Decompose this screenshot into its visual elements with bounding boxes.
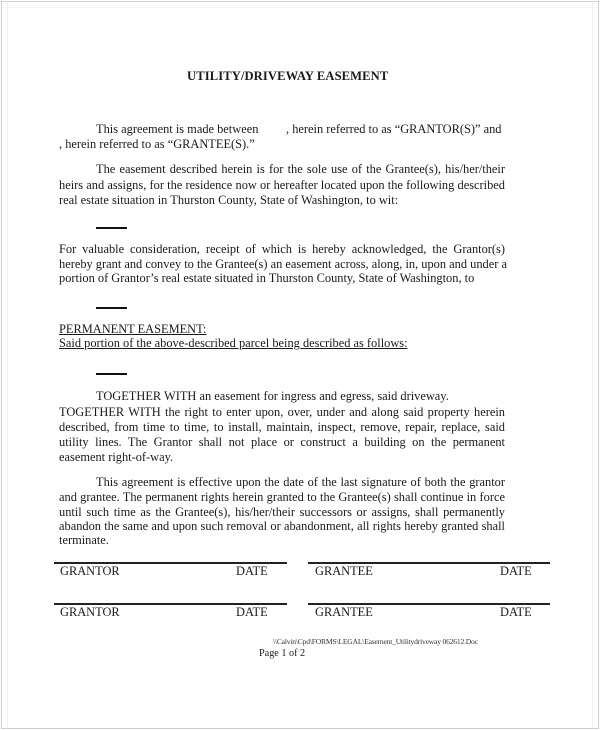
para-together-line: TOGETHER WITH the right to enter upon, over, under and along said property herein [59, 405, 505, 419]
para-use-line: real estate situation in Thurston County, State of Washington, to wit: [59, 193, 399, 207]
intro-line-2: , herein referred to as “GRANTEE(S).” [59, 137, 255, 151]
intro-line-1b: , herein referred to as “GRANTOR(S)” and [286, 122, 502, 136]
para-consideration-line: portion of Grantor’s real estate situated in Thurston County, State of Washington, to [59, 271, 475, 285]
para-effective-line: until such time as the Grantee(s), his/her/their successors or assigns, shall permanently [59, 505, 505, 519]
grantee-date-label: DATE [500, 564, 532, 578]
para-together-line: TOGETHER WITH an easement for ingress and egress, said driveway. [96, 389, 449, 403]
fill-in-blank [96, 373, 127, 375]
grantee-label: GRANTEE [315, 605, 373, 619]
permanent-easement-heading: PERMANENT EASEMENT: [59, 322, 207, 336]
intro-line-1a: This agreement is made between [96, 122, 259, 136]
para-use-line: heirs and assigns, for the residence now or hereafter located upon the following described [59, 178, 505, 192]
permanent-easement-subheading: Said portion of the above-described parcel being described as follows: [59, 336, 408, 350]
para-effective-line: This agreement is effective upon the date of the last signature of both the grantor [96, 475, 505, 489]
grantee-label: GRANTEE [315, 564, 373, 578]
para-use-line: The easement described herein is for the sole use of the Grantee(s), his/her/their [96, 162, 505, 176]
para-consideration-line: hereby grant and convey to the Grantee(s) an easement across, along, in, upon and under a [59, 257, 507, 271]
para-effective-line: and grantee. The permanent rights herein granted to the Grantee(s) shall continue in force [59, 490, 505, 504]
para-together-line: described, from time to time, to install, maintain, inspect, remove, repair, replace, said [59, 420, 505, 434]
footer-file-path: \\Calvin\Cpd\FORMS\LEGAL\Easement_Utilitydriveway 062612.Doc [273, 637, 478, 646]
fill-in-blank [96, 307, 127, 309]
grantor-date-label: DATE [236, 605, 268, 619]
para-effective-line: abandon the same and upon such removal or abandonment, all rights hereby granted shall [59, 519, 505, 533]
para-consideration-line: For valuable consideration, receipt of which is hereby acknowledged, the Grantor(s) [59, 242, 505, 256]
grantor-label: GRANTOR [60, 564, 120, 578]
footer-page-number: Page 1 of 2 [259, 648, 306, 659]
para-together-line: easement right-of-way. [59, 450, 174, 464]
grantee-date-label: DATE [500, 605, 532, 619]
document-title: UTILITY/DRIVEWAY EASEMENT [187, 69, 389, 83]
grantor-date-label: DATE [236, 564, 268, 578]
para-together-line: utility lines. The Grantor shall not place or construct a building on the permanent [59, 435, 505, 449]
fill-in-blank [96, 227, 127, 229]
grantor-label: GRANTOR [60, 605, 120, 619]
para-effective-line: terminate. [59, 533, 109, 547]
